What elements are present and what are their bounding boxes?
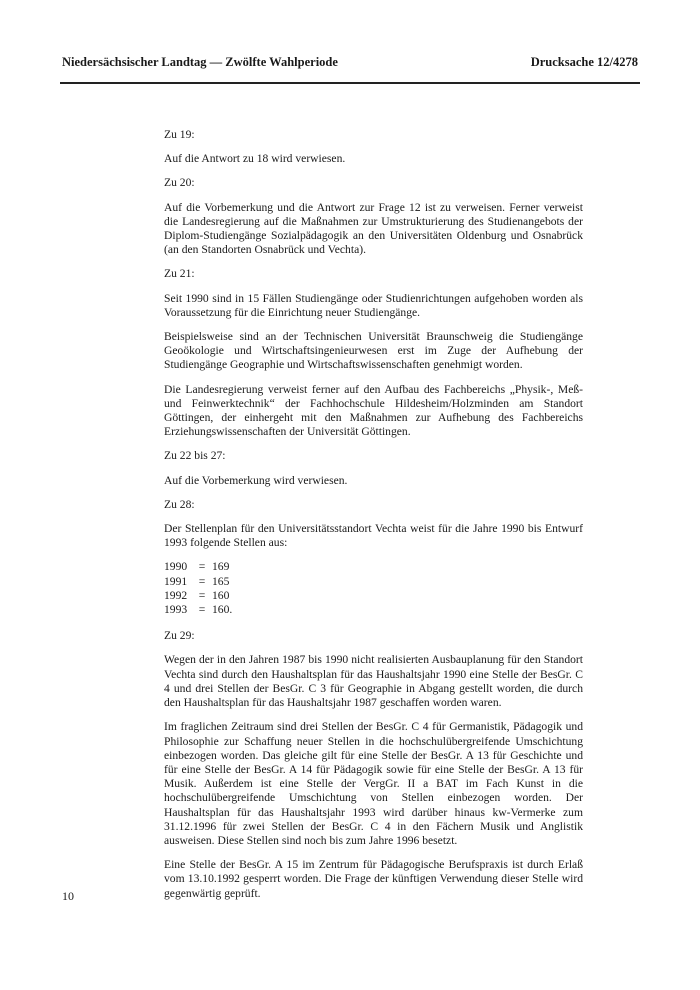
equals-sign: = xyxy=(198,588,206,602)
year: 1990 xyxy=(164,560,188,574)
year-row xyxy=(164,560,583,574)
page-header xyxy=(62,55,638,75)
section-heading: Zu 19: xyxy=(164,128,195,141)
paragraph: Wegen der in den Jahren 1987 bis 1990 nicht realisierten Ausbauplanung für den Standort Vechta sind durch den Haushaltsplan für das Haushaltsjahr 1990 eine Stelle der BesGr. C 4 und drei Stellen der BesGr. C 3 für Geographie in Abgang gestellt worden, die durch den Haushaltsplan für das Haushaltsjahr 1987 geschaffen worden waren. xyxy=(164,653,583,710)
year: 1991 xyxy=(164,574,188,588)
paragraph: Auf die Antwort zu 18 wird verwiesen. xyxy=(164,152,346,166)
header-rule xyxy=(60,82,640,84)
equals-sign: = xyxy=(198,560,206,574)
paragraph: Auf die Vorbemerkung und die Antwort zur Frage 12 ist zu verweisen. Ferner verweist die Landesregierung auf die Maßnahmen zur Umstrukturierung des Studienangebots der Diplom-Studiengänge Sozialpädagogik an den Universitäten Oldenburg und Osnabrück (an den Standorten Osnabrück und Vechta). xyxy=(164,200,583,257)
year-row xyxy=(164,589,583,603)
document-number: Drucksache 12/4278 xyxy=(530,55,638,69)
section-heading: Zu 29: xyxy=(164,629,195,643)
paragraph: Beispielsweise sind an der Technischen Universität Braunschweig die Studiengänge Geoökologie und Wirtschaftsingenieurwesen erst im Zuge der Aufhebung der Studiengänge Geographie und Wirtschaftswissenschaften genehmigt worden. xyxy=(164,330,583,372)
page-number: 10 xyxy=(62,889,74,903)
document-body xyxy=(164,128,583,911)
paragraph: Auf die Vorbemerkung wird verwiesen. xyxy=(164,473,348,487)
section-heading: Zu 20: xyxy=(164,176,195,190)
equals-sign: = xyxy=(198,603,206,617)
year: 1992 xyxy=(164,588,188,602)
position-count: 160 xyxy=(212,588,230,602)
section-heading: Zu 28: xyxy=(164,497,195,511)
paragraph: Im fraglichen Zeitraum sind drei Stellen der BesGr. C 4 für Germanistik, Pädagogik und Philosophie zur Schaffung neuer Stellen in die hochschulübergreifende Umschichtung einbezogen worden. Das gleiche gilt für eine Stelle der BesGr. A 13 für Geschichte und für eine Stelle der BesGr. A 14 für Pädagogik sowie für eine Stelle der BesGr. A 13 für Musik. Außerdem ist eine Stelle der VergGr. II a BAT im Fach Kunst in die hochschulübergreifende Umschichtung von Stellen einbezogen worden. Der Haushaltsplan für das Haushaltsjahr 1993 wird darüber hinaus kw-Vermerke zum 31.12.1996 für zwei Stellen der BesGr. C 4 in den Fächern Musik und Anglistik ausweisen. Diese Stellen sind noch bis zum Jahre 1996 besetzt. xyxy=(164,720,583,847)
paragraph: Der Stellenplan für den Universitätsstandort Vechta weist für die Jahre 1990 bis Entwurf 1993 folgende Stellen aus: xyxy=(164,522,583,550)
paragraph: Eine Stelle der BesGr. A 15 im Zentrum für Pädagogische Berufspraxis ist durch Erlaß vom 13.10.1992 gesperrt worden. Die Frage der künftigen Verwendung dieser Stelle wird gegenwärtig geprüft. xyxy=(164,858,583,900)
year: 1993 xyxy=(164,603,188,617)
equals-sign: = xyxy=(198,574,206,588)
header-title: Niedersächsischer Landtag — Zwölfte Wahlperiode xyxy=(62,55,338,69)
position-count: 165 xyxy=(212,574,230,588)
section-heading: Zu 21: xyxy=(164,267,195,281)
year-row xyxy=(164,575,583,589)
position-count: 169 xyxy=(212,560,230,574)
position-count-list xyxy=(164,560,583,617)
year-row xyxy=(164,603,583,617)
section-heading: Zu 22 bis 27: xyxy=(164,449,226,463)
position-count: 160. xyxy=(212,603,233,617)
paragraph: Seit 1990 sind in 15 Fällen Studiengänge oder Studienrichtungen aufgehoben worden als Voraussetzung für die Einrichtung neuer Studiengänge. xyxy=(164,291,583,319)
paragraph: Die Landesregierung verweist ferner auf den Aufbau des Fachbereichs „Physik-, Meß- und Feinwerktechnik“ der Fachhochschule Hildesheim/Holzminden am Standort Göttingen, der einhergeht mit den Maßnahmen zur Aufhebung des Fachbereichs Erziehungswissenschaften der Universität Göttingen. xyxy=(164,382,583,439)
